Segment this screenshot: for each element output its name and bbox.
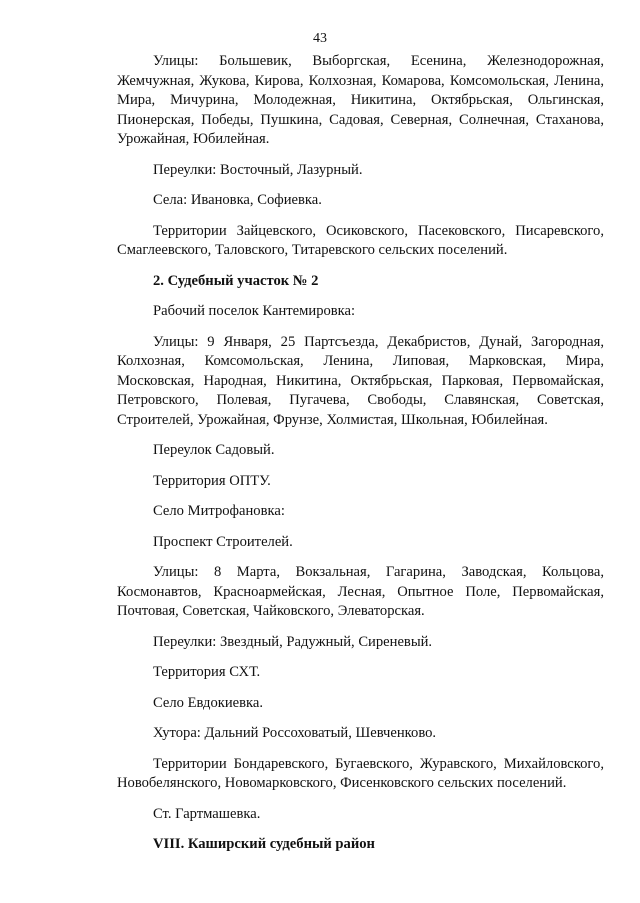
paragraph-lane-2: Переулок Садовый. (153, 442, 275, 458)
document-body (117, 52, 604, 855)
section-heading-kashirsky: VIII. Каширский судебный район (153, 836, 375, 852)
paragraph-station: Ст. Гартмашевка. (153, 805, 261, 822)
paragraph-lanes-3: Переулки: Звездный, Радужный, Сиреневый. (153, 633, 433, 650)
paragraph-settlement: Рабочий поселок Кантемировка: (153, 303, 356, 319)
paragraph-lanes-1: Переулки: Восточный, Лазурный. (153, 161, 363, 178)
paragraph-territories-1: Территории Зайцевского, Осиковского, Пасековского, Писаревского, Смаглеевского, Таловского, Титаревского сельских поселений. (117, 222, 604, 258)
paragraph-territory-opt: Территория ОПТУ. (153, 472, 271, 489)
paragraph-streets-2: Улицы: 9 Января, 25 Партсъезда, Декабристов, Дунай, Загородная, Колхозная, Комсомольская, Ленина, Липовая, Марковская, Мира, Московская, Народная, Никитина, Октябрьская, Парковая, Первомайская, Петровского, Полевая, Пугачева, Свободы, Славянская, Советская, Строителей, Урожайная, Фрунзе, Холмистая, Школьная, Юбилейная. (117, 333, 604, 428)
paragraph-territory-sht: Территория СХТ. (153, 664, 261, 680)
paragraph-village-mitrofanovka: Село Митрофановка: (153, 503, 285, 519)
paragraph-farms: Хутора: Дальний Россоховатый, Шевченково. (153, 725, 437, 741)
paragraph-prospect: Проспект Строителей. (153, 533, 293, 550)
page-number: 43 (313, 31, 327, 46)
paragraph-villages-1: Села: Ивановка, Софиевка. (153, 192, 322, 208)
paragraph-territories-2: Территории Бондаревского, Бугаевского, Журавского, Михайловского, Новобелянского, Новомарковского, Фисенковского сельских поселений. (117, 755, 604, 791)
paragraph-streets-1: Улицы: Большевик, Выборгская, Есенина, Железнодорожная, Жемчужная, Жукова, Кирова, Колхозная, Комарова, Комсомольская, Ленина, Мира, Мичурина, Молодежная, Никитина, Октябрьская, Ольгинская, Пионерская, Победы, Пушкина, Садовая, Северная, Солнечная, Стаханова, Урожайная, Юбилейная. (117, 53, 604, 147)
paragraph-village-evdokievka: Село Евдокиевка. (153, 694, 264, 711)
paragraph-streets-3: Улицы: 8 Марта, Вокзальная, Гагарина, Заводская, Кольцова, Космонавтов, Красноармейская, Лесная, Опытное Поле, Первомайская, Почтовая, Советская, Чайковского, Элеваторская. (117, 564, 604, 619)
section-heading-court-2: 2. Судебный участок № 2 (153, 272, 319, 289)
